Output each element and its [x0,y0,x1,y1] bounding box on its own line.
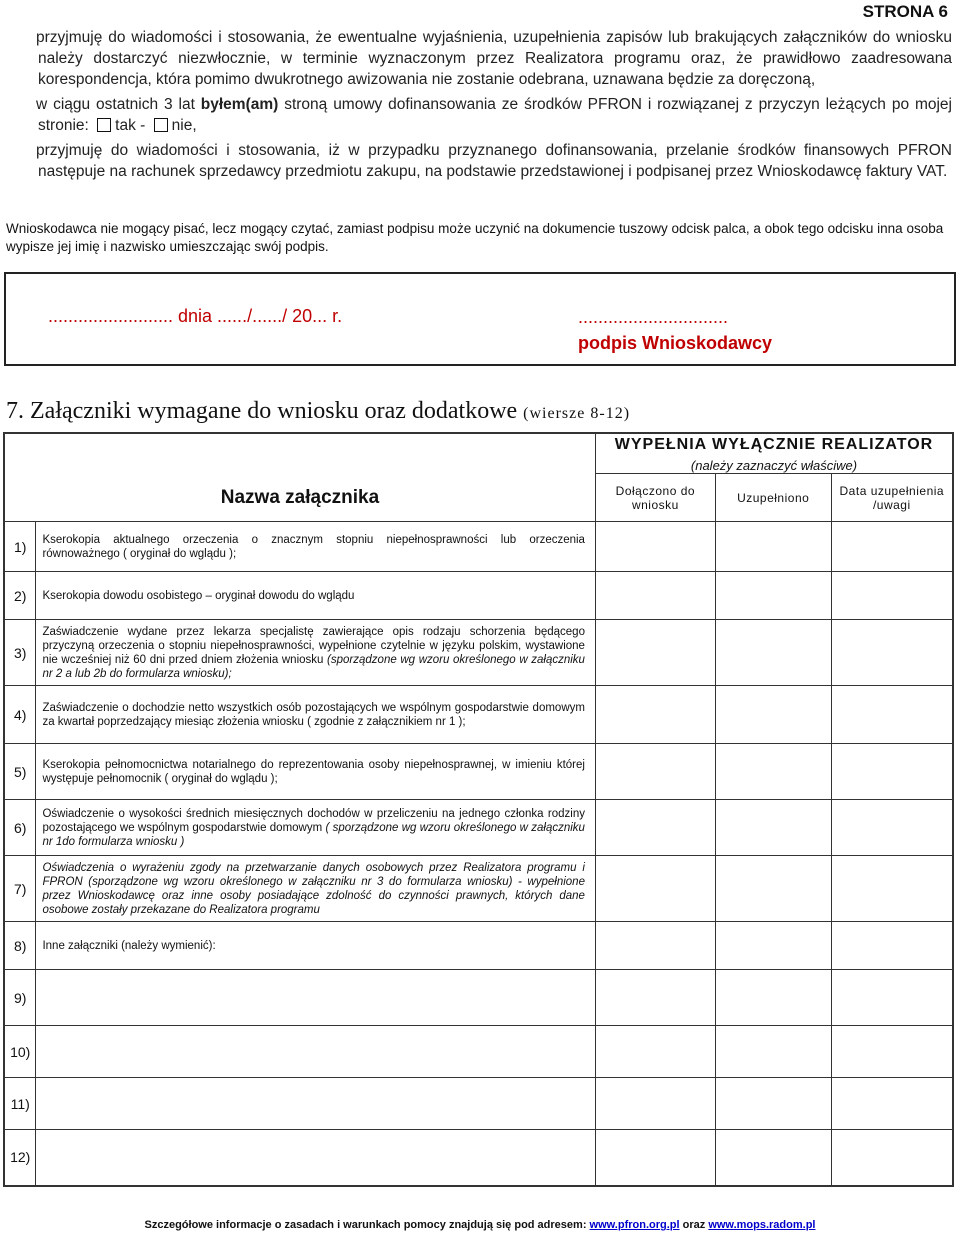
cell-attached[interactable] [595,922,715,970]
row-attachment-name: Zaświadczenie wydane przez lekarza specjalistę zawierające opis rodzaju schorzenia będącego przyczyną orzeczenia o stopniu niepełnosprawności, wypełnione czytelnie w języku polskim, wystawione nie wcześniej niż 60 dni przed dniem złożenia wniosku (sporządzone wg wzoru określonego w załączniku nr 2 a lub 2b do formularza wniosku); [36,620,596,686]
cell-attached[interactable] [595,1078,715,1130]
cell-supplemented[interactable] [715,620,831,686]
cell-date-notes[interactable] [831,686,953,744]
row-attachment-name: Kserokopia aktualnego orzeczenia o znacznym stopniu niepełnosprawności lub orzeczenia równoważnego ( oryginał do wglądu ); [36,522,596,572]
cell-date-notes[interactable] [831,970,953,1026]
cell-date-notes[interactable] [831,922,953,970]
item-text-bold: byłem(am) [200,96,279,113]
signature-label: podpis Wnioskodawcy [578,333,773,353]
item-text: przyjmuję do wiadomości i stosowania, że ewentualne wyjaśnienia, uzupełnienia zapisów lub brakujących załączników do wniosku należy dostarczyć niezwłocznie, w terminie wyznaczonym przez Realizatora programu oraz, że prawidłowo zaadresowana korespondencja, która pomimo dwukrotnego awizowania nie zostanie odebrana, uznawana będzie za doręczoną, [36,29,952,88]
cell-attached[interactable] [595,800,715,856]
cell-attached[interactable] [595,572,715,620]
column-header-supplemented: Uzupełniono [715,474,831,522]
cell-attached[interactable] [595,522,715,572]
row-number: 2) [4,572,36,620]
row-attachment-name: Kserokopia pełnomocnictwa notarialnego do reprezentowania osoby niepełnosprawnej, w imieniu której występuje pełnomocnik ( oryginał do wglądu ); [36,744,596,800]
table-row [4,922,953,970]
row-attachment-name: Kserokopia dowodu osobistego – oryginał dowodu do wglądu [36,572,596,620]
cell-date-notes[interactable] [831,1130,953,1186]
checkbox-tak[interactable] [97,118,111,132]
item-text-pre: w ciągu ostatnich 3 lat [36,96,201,113]
cell-date-notes[interactable] [831,522,953,572]
row-number: 7) [4,856,36,922]
row-attachment-name [36,1078,596,1130]
cell-date-notes[interactable] [831,620,953,686]
row-number: 10) [4,1026,36,1078]
row-number: 11) [4,1078,36,1130]
row-number: 8) [4,922,36,970]
cell-supplemented[interactable] [715,686,831,744]
cell-date-notes[interactable] [831,1026,953,1078]
row-attachment-name: Oświadczenie o wysokości średnich miesięcznych dochodów w przeliczeniu na jednego członka rodziny pozostającego we wspólnym gospodarstwie domowym ( sporządzone wg wzoru określonego w załączniku nr 1do formularza wniosku ) [36,800,596,856]
row-number: 5) [4,744,36,800]
cell-supplemented[interactable] [715,572,831,620]
list-item [8,93,952,136]
date-line[interactable]: ......................... dnia ....../....../ 20... r. [48,306,343,326]
item-text: przyjmuję do wiadomości i stosowania, iż w przypadku przyznanego dofinansowania, przelanie środków finansowych PFRON następuje na rachunek sprzedawcy przedmiotu zakupu, na podstawie przedstawionej i podpisanej przez Wnioskodawcę faktury VAT. [36,142,952,180]
option-tak-label: tak [115,117,136,134]
footer [0,1219,960,1231]
signature-dots: .............................. [578,307,729,327]
list-item [8,26,952,90]
cell-supplemented[interactable] [715,744,831,800]
table-row [4,1078,953,1130]
table-row [4,572,953,620]
cell-date-notes[interactable] [831,800,953,856]
cell-attached[interactable] [595,970,715,1026]
row-number: 12) [4,1130,36,1186]
table-row [4,1130,953,1186]
list-item [8,139,952,182]
option-separator: - [140,117,146,134]
row-attachment-name [36,1130,596,1186]
cell-attached[interactable] [595,620,715,686]
row-number: 9) [4,970,36,1026]
column-header-attached: Dołączono do wniosku [595,474,715,522]
checkbox-nie[interactable] [154,118,168,132]
option-nie-label: nie, [171,117,197,134]
cell-attached[interactable] [595,1130,715,1186]
table-row [4,744,953,800]
cell-attached[interactable] [595,1026,715,1078]
row-attachment-name: Zaświadczenie o dochodzie netto wszystkich osób pozostających we wspólnym gospodarstwie domowym za kwartał poprzedzający miesiąc złożenia wniosku ( zgodnie z załącznikiem nr 1 ); [36,686,596,744]
section-title [6,398,630,425]
cell-attached[interactable] [595,856,715,922]
table-row [4,800,953,856]
cell-supplemented[interactable] [715,522,831,572]
footer-text-mid: oraz [679,1219,709,1231]
cell-supplemented[interactable] [715,1026,831,1078]
footer-text: Szczegółowe informacje o zasadach i warunkach pomocy znajdują się pod adresem: [144,1219,590,1231]
column-header-name: Nazwa załącznika [4,433,595,522]
footer-link-mops[interactable]: www.mops.radom.pl [708,1219,816,1231]
table-row [4,1026,953,1078]
table-row [4,522,953,572]
footer-link-pfron[interactable]: www.pfron.org.pl [589,1219,680,1231]
row-number: 4) [4,686,36,744]
item-number [8,139,36,160]
row-number: 6) [4,800,36,856]
column-header-realizator: WYPEŁNIA WYŁĄCZNIE REALIZATOR (należy zaznaczyć właściwe) [595,433,953,474]
cell-date-notes[interactable] [831,572,953,620]
row-attachment-name: Oświadczenia o wyrażeniu zgody na przetwarzanie danych osobowych przez Realizatora programu i FPRON (sporządzone wg wzoru określonego w załączniku nr 3 do formularza wniosku) - wypełnione przez Wnioskodawcę oraz inne osoby posiadające zdolność do czynności prawnych, których dane osobowe zostały przekazane do Realizatora programu [36,856,596,922]
attachments-table [3,432,954,1187]
signature-area[interactable] [578,304,772,356]
section-subtitle: (wiersze 8-12) [523,405,631,422]
row-attachment-name: Inne załączniki (należy wymienić): [36,922,596,970]
signature-box [4,272,956,366]
row-number: 1) [4,522,36,572]
declarations-list [8,26,952,185]
cell-supplemented[interactable] [715,922,831,970]
row-attachment-name [36,970,596,1026]
item-number [8,93,36,114]
cell-supplemented[interactable] [715,1078,831,1130]
item-number [8,26,36,47]
cell-attached[interactable] [595,744,715,800]
row-attachment-name [36,1026,596,1078]
item-text-post: stroną umowy dofinansowania ze środków PFRON i rozwiązanej z przyczyn leżących po mojej stronie: [38,96,952,134]
cell-supplemented[interactable] [715,856,831,922]
cell-supplemented[interactable] [715,1130,831,1186]
table-row [4,620,953,686]
cell-date-notes[interactable] [831,1078,953,1130]
page-label: STRONA 6 [862,2,948,21]
cell-date-notes[interactable] [831,744,953,800]
section-title-main: 7. Załączniki wymagane do wniosku oraz dodatkowe [6,398,518,424]
cell-supplemented[interactable] [715,800,831,856]
table-row [4,856,953,922]
cell-attached[interactable] [595,686,715,744]
table-row [4,970,953,1026]
fingerprint-note: Wnioskodawca nie mogący pisać, lecz mogący czytać, zamiast podpisu może uczynić na dokumencie tuszowy odcisk palca, a obok tego odcisku inna osoba wypisze jej imię i nazwisko umieszczając swój podpis. [6,221,944,254]
column-header-date-notes: Data uzupełnienia /uwagi [831,474,953,522]
cell-date-notes[interactable] [831,856,953,922]
cell-supplemented[interactable] [715,970,831,1026]
row-number: 3) [4,620,36,686]
table-row [4,686,953,744]
